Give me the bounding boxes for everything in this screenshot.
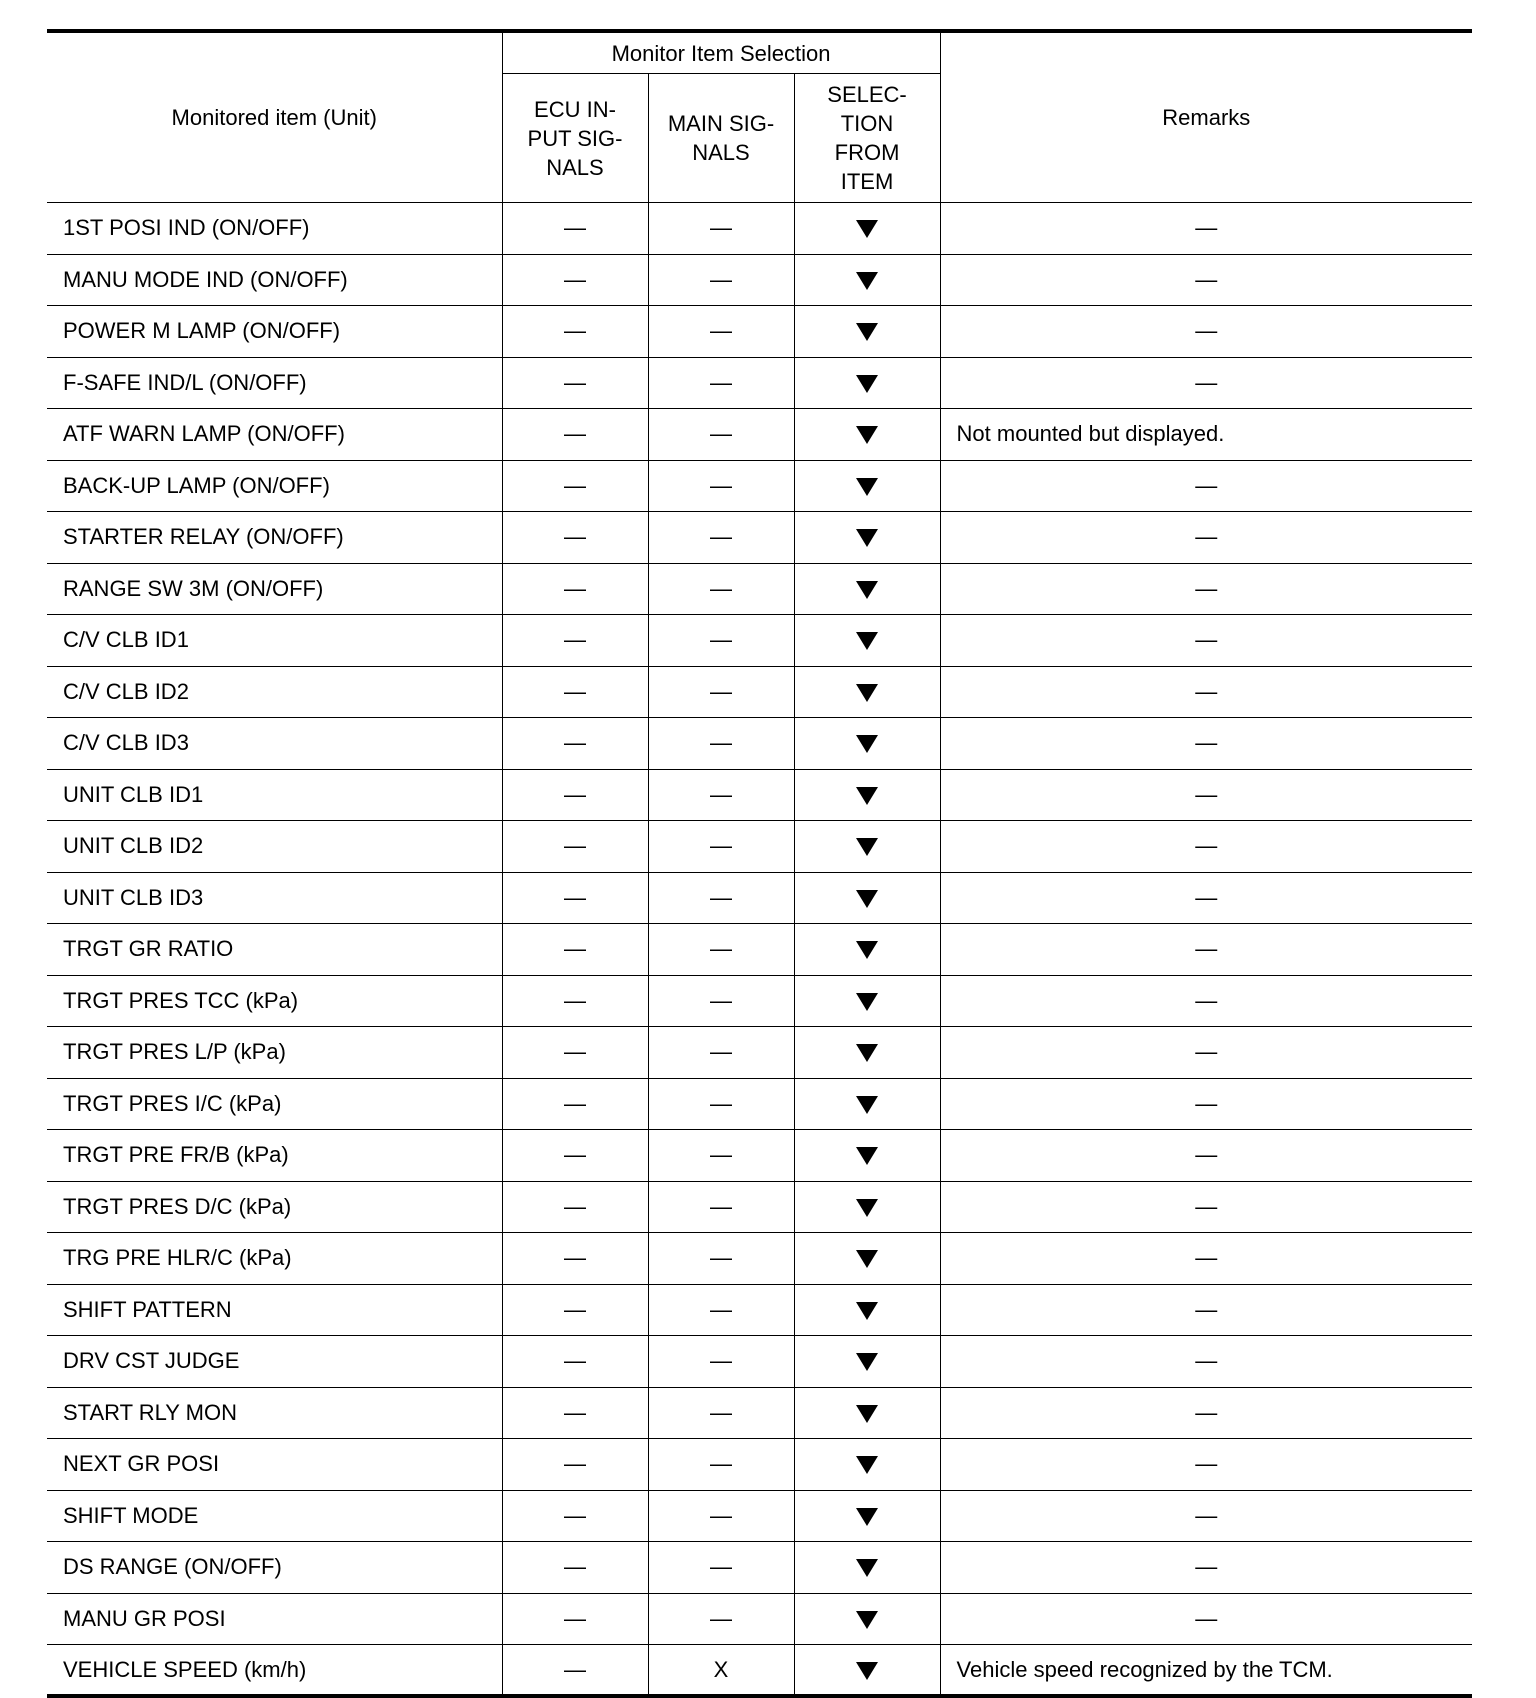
cell-selection-from-item — [794, 872, 940, 924]
cell-selection-from-item — [794, 1078, 940, 1130]
cell-monitored-item: SHIFT PATTERN — [47, 1284, 502, 1336]
cell-selection-from-item — [794, 1284, 940, 1336]
dash-mark: — — [710, 266, 732, 292]
cell-remarks: — — [940, 872, 1472, 924]
cell-selection-from-item — [794, 615, 940, 667]
triangle-down-icon — [856, 529, 878, 547]
dash-mark: — — [564, 1554, 586, 1580]
table-row — [47, 1181, 1472, 1233]
cell-selection-from-item — [794, 1490, 940, 1542]
cell-selection-from-item — [794, 718, 940, 770]
cell-monitored-item: C/V CLB ID2 — [47, 666, 502, 718]
triangle-down-icon — [856, 272, 878, 290]
cell-main-signals — [648, 666, 794, 718]
table-row — [47, 1439, 1472, 1491]
cell-selection-from-item — [794, 975, 940, 1027]
dash-mark: — — [710, 1451, 732, 1477]
cell-monitored-item: MANU GR POSI — [47, 1593, 502, 1645]
dash-mark: — — [564, 215, 586, 241]
cell-selection-from-item — [794, 254, 940, 306]
cell-main-signals — [648, 357, 794, 409]
cell-ecu-input-signals — [502, 357, 648, 409]
cell-monitored-item: UNIT CLB ID2 — [47, 821, 502, 873]
dash-mark: — — [564, 369, 586, 395]
dash-mark: — — [564, 1296, 586, 1322]
cell-ecu-input-signals — [502, 203, 648, 255]
dash-mark: — — [710, 678, 732, 704]
cell-selection-from-item — [794, 306, 940, 358]
cell-remarks: — — [940, 615, 1472, 667]
cell-remarks: — — [940, 666, 1472, 718]
cell-selection-from-item — [794, 357, 940, 409]
table-row — [47, 1645, 1472, 1697]
cell-remarks: — — [940, 306, 1472, 358]
cell-remarks: — — [940, 1439, 1472, 1491]
x-mark: X — [713, 1656, 729, 1682]
table-row — [47, 1490, 1472, 1542]
header-selection-from-item — [794, 74, 940, 203]
cell-ecu-input-signals — [502, 1181, 648, 1233]
dash-mark: — — [564, 318, 586, 344]
triangle-down-icon — [856, 1405, 878, 1423]
triangle-down-icon — [856, 478, 878, 496]
cell-ecu-input-signals — [502, 821, 648, 873]
cell-main-signals — [648, 203, 794, 255]
triangle-down-icon — [856, 1662, 878, 1680]
table-row — [47, 1593, 1472, 1645]
dash-mark: — — [710, 1554, 732, 1580]
cell-ecu-input-signals — [502, 769, 648, 821]
cell-remarks: Vehicle speed recognized by the TCM. — [940, 1645, 1472, 1697]
cell-monitored-item: VEHICLE SPEED (km/h) — [47, 1645, 502, 1697]
dash-mark: — — [710, 472, 732, 498]
cell-main-signals — [648, 409, 794, 461]
table-body — [47, 203, 1472, 1697]
cell-monitored-item: UNIT CLB ID3 — [47, 872, 502, 924]
dash-mark: — — [564, 1142, 586, 1168]
table-row — [47, 460, 1472, 512]
cell-monitored-item: SHIFT MODE — [47, 1490, 502, 1542]
dash-mark: — — [710, 1142, 732, 1168]
triangle-down-icon — [856, 1147, 878, 1165]
cell-selection-from-item — [794, 1130, 940, 1182]
dash-mark: — — [564, 1039, 586, 1065]
dash-mark: — — [564, 1656, 586, 1682]
triangle-down-icon — [856, 1559, 878, 1577]
cell-main-signals — [648, 1233, 794, 1285]
table-row — [47, 203, 1472, 255]
cell-ecu-input-signals — [502, 1645, 648, 1697]
cell-main-signals — [648, 512, 794, 564]
cell-main-signals — [648, 769, 794, 821]
cell-monitored-item: DS RANGE (ON/OFF) — [47, 1542, 502, 1594]
cell-selection-from-item — [794, 563, 940, 615]
cell-selection-from-item — [794, 769, 940, 821]
cell-monitored-item: TRGT PRES L/P (kPa) — [47, 1027, 502, 1079]
triangle-down-icon — [856, 632, 878, 650]
cell-ecu-input-signals — [502, 1284, 648, 1336]
cell-remarks: — — [940, 1490, 1472, 1542]
header-selection-line: TION — [840, 111, 894, 136]
cell-remarks: — — [940, 1130, 1472, 1182]
table-row — [47, 1233, 1472, 1285]
dash-mark: — — [710, 833, 732, 859]
cell-main-signals — [648, 1593, 794, 1645]
header-ecu-line: PUT SIG- — [527, 125, 623, 151]
cell-remarks: — — [940, 975, 1472, 1027]
header-monitored-item: Monitored item (Unit) — [47, 31, 502, 203]
cell-ecu-input-signals — [502, 1336, 648, 1388]
triangle-down-icon — [856, 1508, 878, 1526]
dash-mark: — — [564, 678, 586, 704]
dash-mark: — — [710, 575, 732, 601]
dash-mark: — — [564, 884, 586, 910]
dash-mark: — — [710, 1399, 732, 1425]
cell-selection-from-item — [794, 1593, 940, 1645]
cell-monitored-item: F-SAFE IND/L (ON/OFF) — [47, 357, 502, 409]
cell-monitored-item: TRGT PRE FR/B (kPa) — [47, 1130, 502, 1182]
dash-mark: — — [564, 1451, 586, 1477]
cell-selection-from-item — [794, 1645, 940, 1697]
cell-main-signals — [648, 1439, 794, 1491]
dash-mark: — — [564, 575, 586, 601]
cell-ecu-input-signals — [502, 1130, 648, 1182]
cell-selection-from-item — [794, 1439, 940, 1491]
header-ecu-line: ECU IN- — [534, 96, 616, 122]
table-row — [47, 563, 1472, 615]
monitor-item-table — [47, 29, 1472, 1698]
header-remarks: Remarks — [940, 31, 1472, 203]
cell-ecu-input-signals — [502, 1490, 648, 1542]
table-row — [47, 615, 1472, 667]
table-row — [47, 666, 1472, 718]
cell-remarks: — — [940, 1542, 1472, 1594]
triangle-down-icon — [856, 735, 878, 753]
cell-monitored-item: TRGT PRES TCC (kPa) — [47, 975, 502, 1027]
dash-mark: — — [710, 1296, 732, 1322]
table-row — [47, 512, 1472, 564]
table-row — [47, 1078, 1472, 1130]
cell-remarks: — — [940, 1336, 1472, 1388]
cell-remarks: Not mounted but displayed. — [940, 409, 1472, 461]
cell-selection-from-item — [794, 409, 940, 461]
cell-selection-from-item — [794, 1542, 940, 1594]
cell-remarks: — — [940, 460, 1472, 512]
cell-main-signals — [648, 1181, 794, 1233]
cell-ecu-input-signals — [502, 1387, 648, 1439]
cell-monitored-item: TRG PRE HLR/C (kPa) — [47, 1233, 502, 1285]
cell-monitored-item: START RLY MON — [47, 1387, 502, 1439]
table-row — [47, 872, 1472, 924]
cell-selection-from-item — [794, 203, 940, 255]
triangle-down-icon — [856, 220, 878, 238]
triangle-down-icon — [856, 323, 878, 341]
table-row — [47, 1130, 1472, 1182]
cell-remarks: — — [940, 769, 1472, 821]
header-main-line: NALS — [692, 140, 750, 165]
cell-main-signals — [648, 1078, 794, 1130]
dash-mark: — — [710, 884, 732, 910]
cell-main-signals — [648, 615, 794, 667]
cell-ecu-input-signals — [502, 1542, 648, 1594]
cell-main-signals — [648, 460, 794, 512]
table-row — [47, 1284, 1472, 1336]
cell-remarks: — — [940, 1181, 1472, 1233]
cell-selection-from-item — [794, 512, 940, 564]
cell-main-signals — [648, 924, 794, 976]
header-ecu-input-signals — [502, 74, 648, 203]
triangle-down-icon — [856, 581, 878, 599]
cell-remarks: — — [940, 203, 1472, 255]
header-monitor-item-selection: Monitor Item Selection — [502, 31, 940, 74]
triangle-down-icon — [856, 1250, 878, 1268]
cell-selection-from-item — [794, 924, 940, 976]
dash-mark: — — [710, 1245, 732, 1271]
table-row — [47, 409, 1472, 461]
dash-mark: — — [564, 987, 586, 1013]
cell-ecu-input-signals — [502, 1078, 648, 1130]
dash-mark: — — [564, 1348, 586, 1374]
dash-mark: — — [710, 318, 732, 344]
table-row — [47, 821, 1472, 873]
cell-ecu-input-signals — [502, 254, 648, 306]
dash-mark: — — [564, 730, 586, 756]
cell-monitored-item: DRV CST JUDGE — [47, 1336, 502, 1388]
cell-main-signals — [648, 821, 794, 873]
header-selection-line: FROM — [834, 140, 900, 165]
dash-mark: — — [564, 936, 586, 962]
triangle-down-icon — [856, 426, 878, 444]
cell-selection-from-item — [794, 460, 940, 512]
dash-mark: — — [710, 1348, 732, 1374]
dash-mark: — — [710, 730, 732, 756]
header-selection-line: SELEC- — [827, 82, 907, 107]
cell-monitored-item: UNIT CLB ID1 — [47, 769, 502, 821]
dash-mark: — — [710, 987, 732, 1013]
cell-ecu-input-signals — [502, 1233, 648, 1285]
dash-mark: — — [710, 524, 732, 550]
triangle-down-icon — [856, 787, 878, 805]
cell-ecu-input-signals — [502, 1027, 648, 1079]
table-row — [47, 1336, 1472, 1388]
cell-ecu-input-signals — [502, 306, 648, 358]
cell-ecu-input-signals — [502, 1439, 648, 1491]
triangle-down-icon — [856, 993, 878, 1011]
cell-remarks: — — [940, 924, 1472, 976]
cell-main-signals — [648, 306, 794, 358]
cell-ecu-input-signals — [502, 975, 648, 1027]
cell-monitored-item: NEXT GR POSI — [47, 1439, 502, 1491]
cell-remarks: — — [940, 821, 1472, 873]
cell-selection-from-item — [794, 1027, 940, 1079]
table-row — [47, 718, 1472, 770]
cell-selection-from-item — [794, 666, 940, 718]
cell-main-signals — [648, 254, 794, 306]
dash-mark: — — [564, 781, 586, 807]
header-ecu-line: NALS — [546, 154, 604, 180]
cell-main-signals — [648, 1027, 794, 1079]
cell-monitored-item: C/V CLB ID3 — [47, 718, 502, 770]
cell-monitored-item: 1ST POSI IND (ON/OFF) — [47, 203, 502, 255]
triangle-down-icon — [856, 1302, 878, 1320]
dash-mark: — — [710, 1605, 732, 1631]
table-row — [47, 1027, 1472, 1079]
cell-remarks: — — [940, 1078, 1472, 1130]
dash-mark: — — [564, 472, 586, 498]
cell-monitored-item: TRGT GR RATIO — [47, 924, 502, 976]
cell-ecu-input-signals — [502, 460, 648, 512]
table-row — [47, 1542, 1472, 1594]
table-row — [47, 924, 1472, 976]
dash-mark: — — [710, 215, 732, 241]
header-selection-line: ITEM — [840, 169, 894, 194]
cell-ecu-input-signals — [502, 615, 648, 667]
cell-selection-from-item — [794, 1336, 940, 1388]
cell-ecu-input-signals — [502, 409, 648, 461]
dash-mark: — — [710, 369, 732, 395]
dash-mark: — — [564, 1399, 586, 1425]
table-row — [47, 306, 1472, 358]
triangle-down-icon — [856, 1456, 878, 1474]
monitor-item-table-sheet — [47, 29, 1472, 1698]
cell-selection-from-item — [794, 1233, 940, 1285]
triangle-down-icon — [856, 1199, 878, 1217]
cell-main-signals — [648, 1130, 794, 1182]
dash-mark: — — [710, 1502, 732, 1528]
triangle-down-icon — [856, 1611, 878, 1629]
cell-remarks: — — [940, 563, 1472, 615]
cell-main-signals — [648, 975, 794, 1027]
dash-mark: — — [564, 1502, 586, 1528]
cell-main-signals — [648, 1336, 794, 1388]
dash-mark: — — [710, 781, 732, 807]
cell-main-signals — [648, 872, 794, 924]
cell-ecu-input-signals — [502, 1593, 648, 1645]
dash-mark: — — [710, 421, 732, 447]
cell-remarks: — — [940, 1233, 1472, 1285]
triangle-down-icon — [856, 890, 878, 908]
dash-mark: — — [710, 1090, 732, 1116]
cell-monitored-item: RANGE SW 3M (ON/OFF) — [47, 563, 502, 615]
cell-remarks: — — [940, 718, 1472, 770]
cell-ecu-input-signals — [502, 924, 648, 976]
cell-main-signals — [648, 563, 794, 615]
triangle-down-icon — [856, 684, 878, 702]
table-row — [47, 975, 1472, 1027]
cell-selection-from-item — [794, 821, 940, 873]
dash-mark: — — [564, 1245, 586, 1271]
dash-mark: — — [564, 1605, 586, 1631]
dash-mark: — — [564, 421, 586, 447]
header-main-line: MAIN SIG- — [667, 111, 775, 136]
cell-ecu-input-signals — [502, 512, 648, 564]
dash-mark: — — [564, 266, 586, 292]
header-main-signals — [648, 74, 794, 203]
triangle-down-icon — [856, 1044, 878, 1062]
cell-remarks: — — [940, 1593, 1472, 1645]
cell-monitored-item: STARTER RELAY (ON/OFF) — [47, 512, 502, 564]
cell-main-signals — [648, 1645, 794, 1697]
cell-remarks: — — [940, 1387, 1472, 1439]
triangle-down-icon — [856, 1353, 878, 1371]
cell-remarks: — — [940, 1027, 1472, 1079]
dash-mark: — — [564, 833, 586, 859]
cell-remarks: — — [940, 357, 1472, 409]
cell-remarks: — — [940, 254, 1472, 306]
cell-monitored-item: MANU MODE IND (ON/OFF) — [47, 254, 502, 306]
dash-mark: — — [564, 524, 586, 550]
cell-selection-from-item — [794, 1181, 940, 1233]
cell-monitored-item: POWER M LAMP (ON/OFF) — [47, 306, 502, 358]
dash-mark: — — [710, 1039, 732, 1065]
cell-main-signals — [648, 1387, 794, 1439]
cell-selection-from-item — [794, 1387, 940, 1439]
cell-ecu-input-signals — [502, 872, 648, 924]
dash-mark: — — [564, 1193, 586, 1219]
cell-monitored-item: TRGT PRES D/C (kPa) — [47, 1181, 502, 1233]
triangle-down-icon — [856, 375, 878, 393]
triangle-down-icon — [856, 941, 878, 959]
cell-monitored-item: C/V CLB ID1 — [47, 615, 502, 667]
cell-remarks: — — [940, 512, 1472, 564]
triangle-down-icon — [856, 1096, 878, 1114]
cell-ecu-input-signals — [502, 666, 648, 718]
table-row — [47, 254, 1472, 306]
cell-ecu-input-signals — [502, 718, 648, 770]
dash-mark: — — [710, 627, 732, 653]
dash-mark: — — [710, 936, 732, 962]
table-row — [47, 357, 1472, 409]
table-row — [47, 769, 1472, 821]
cell-ecu-input-signals — [502, 563, 648, 615]
cell-main-signals — [648, 1542, 794, 1594]
triangle-down-icon — [856, 838, 878, 856]
dash-mark: — — [564, 1090, 586, 1116]
cell-main-signals — [648, 1490, 794, 1542]
table-row — [47, 1387, 1472, 1439]
cell-remarks: — — [940, 1284, 1472, 1336]
cell-main-signals — [648, 1284, 794, 1336]
dash-mark: — — [710, 1193, 732, 1219]
dash-mark: — — [564, 627, 586, 653]
cell-monitored-item: BACK-UP LAMP (ON/OFF) — [47, 460, 502, 512]
cell-monitored-item: ATF WARN LAMP (ON/OFF) — [47, 409, 502, 461]
cell-monitored-item: TRGT PRES I/C (kPa) — [47, 1078, 502, 1130]
cell-main-signals — [648, 718, 794, 770]
